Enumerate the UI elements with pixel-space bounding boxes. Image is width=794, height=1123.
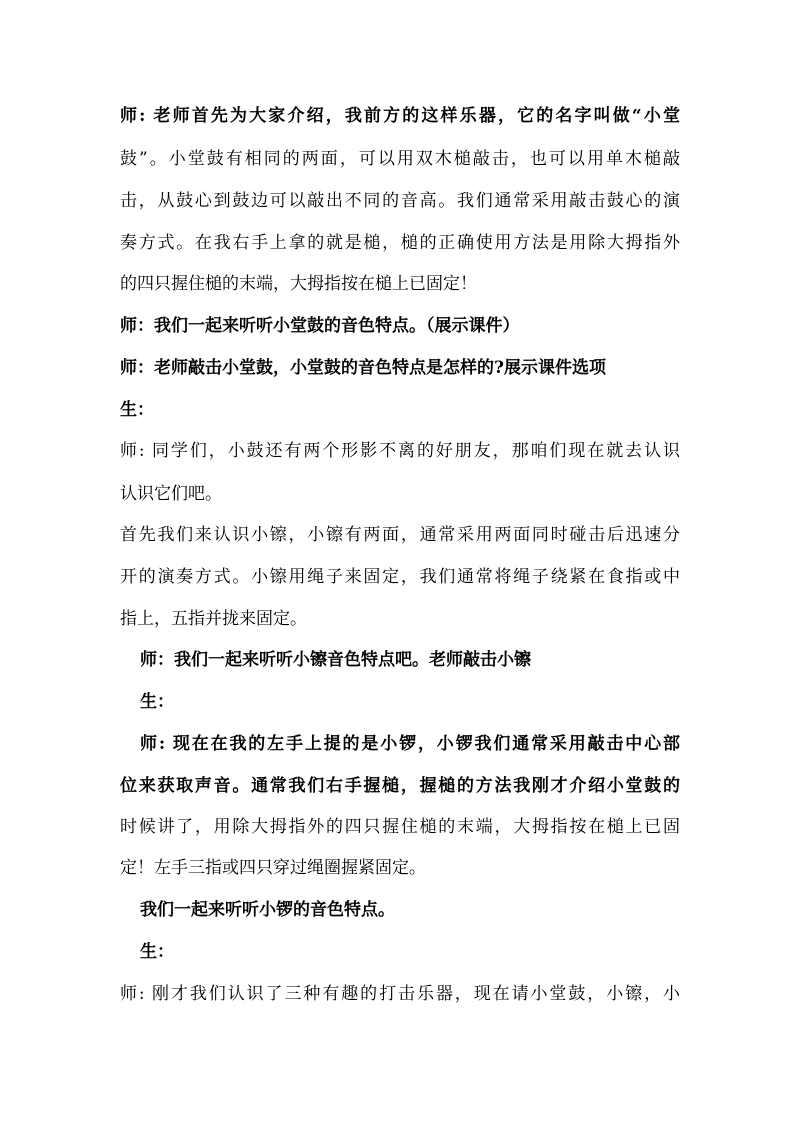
paragraph-9-line-3: 时候讲了，用除大拇指外的四只握住槌的末端，大拇指按在槌上已固: [120, 817, 680, 837]
paragraph-8-line-1: 生：: [140, 692, 174, 712]
paragraph-9-line-4: 定！左手三指或四只穿过绳圈握紧固定。: [120, 858, 426, 878]
paragraph-9-line-1: 师: 现在在我的左手上提的是小锣，小锣我们通常采用敲击中心部: [140, 734, 680, 754]
paragraph-9-line-2: 位来获取声音。通常我们右手握槌，握槌的方法我刚才介绍小堂鼓的: [120, 776, 680, 796]
paragraph-1-line-1: 师: 老师首先为大家介绍，我前方的这样乐器，它的名字叫做“小堂: [120, 106, 680, 126]
paragraph-6-line-3: 指上，五指并拢来固定。: [120, 609, 307, 629]
paragraph-1-line-3: 击，从鼓心到鼓边可以敲出不同的音高。我们通常采用敲击鼓心的演: [120, 191, 680, 211]
paragraph-12-line-1: 师: 刚才我们认识了三种有趣的打击乐器，现在请小堂鼓，小镲，小: [120, 984, 680, 1004]
paragraph-4-line-1: 生：: [120, 400, 154, 420]
paragraph-1-line-4: 奏方式。在我右手上拿的就是槌，槌的正确使用方法是用除大拇指外: [120, 233, 680, 253]
paragraph-11-line-1: 生：: [140, 942, 174, 962]
paragraph-3-line-1: 师：老师敲击小堂鼓，小堂鼓的音色特点是怎样的?展示课件选项: [120, 358, 606, 378]
paragraph-6-line-1: 首先我们来认识小镲，小镲有两面，通常采用两面同时碰击后迅速分: [120, 525, 680, 545]
paragraph-5-line-1: 师: 同学们，小鼓还有两个形影不离的好朋友，那咱们现在就去认识: [120, 441, 680, 461]
paragraph-2-line-1: 师：我们一起来听听小堂鼓的音色特点。（展示课件）: [120, 316, 520, 336]
paragraph-1-line-2: 鼓”。小堂鼓有相同的两面，可以用双木槌敲击，也可以用单木槌敲: [120, 149, 680, 169]
paragraph-1-line-5: 的四只握住槌的末端，大拇指按在槌上已固定！: [120, 274, 477, 294]
paragraph-5-line-2: 认识它们吧。: [120, 484, 222, 504]
paragraph-10-line-1: 我们一起来听听小锣的音色特点。: [140, 900, 395, 920]
paragraph-6-line-2: 开的演奏方式。小镲用绳子来固定，我们通常将绳子绕紧在食指或中: [120, 567, 680, 587]
paragraph-7-line-1: 师：我们一起来听听小镲音色特点吧。老师敲击小镲: [140, 650, 531, 670]
